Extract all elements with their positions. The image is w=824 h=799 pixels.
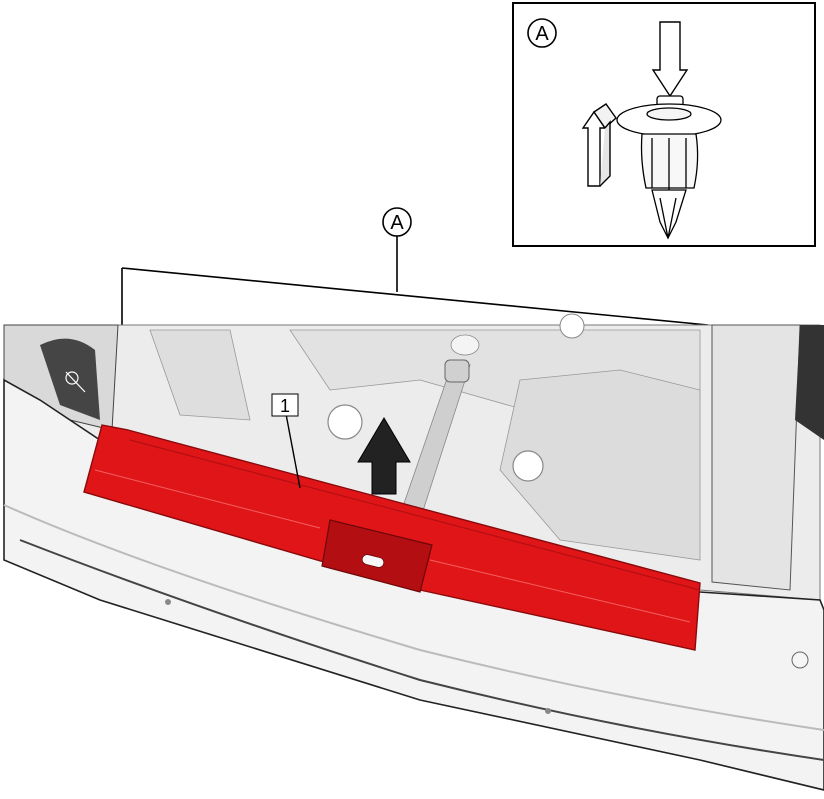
main-callout-badge xyxy=(383,208,411,236)
inset-callout-label: A xyxy=(535,23,549,45)
part-number-label: 1 xyxy=(279,396,291,416)
inset-detail-box xyxy=(513,3,815,246)
inset-callout-badge xyxy=(528,19,556,47)
main-callout-label: A xyxy=(390,212,404,234)
